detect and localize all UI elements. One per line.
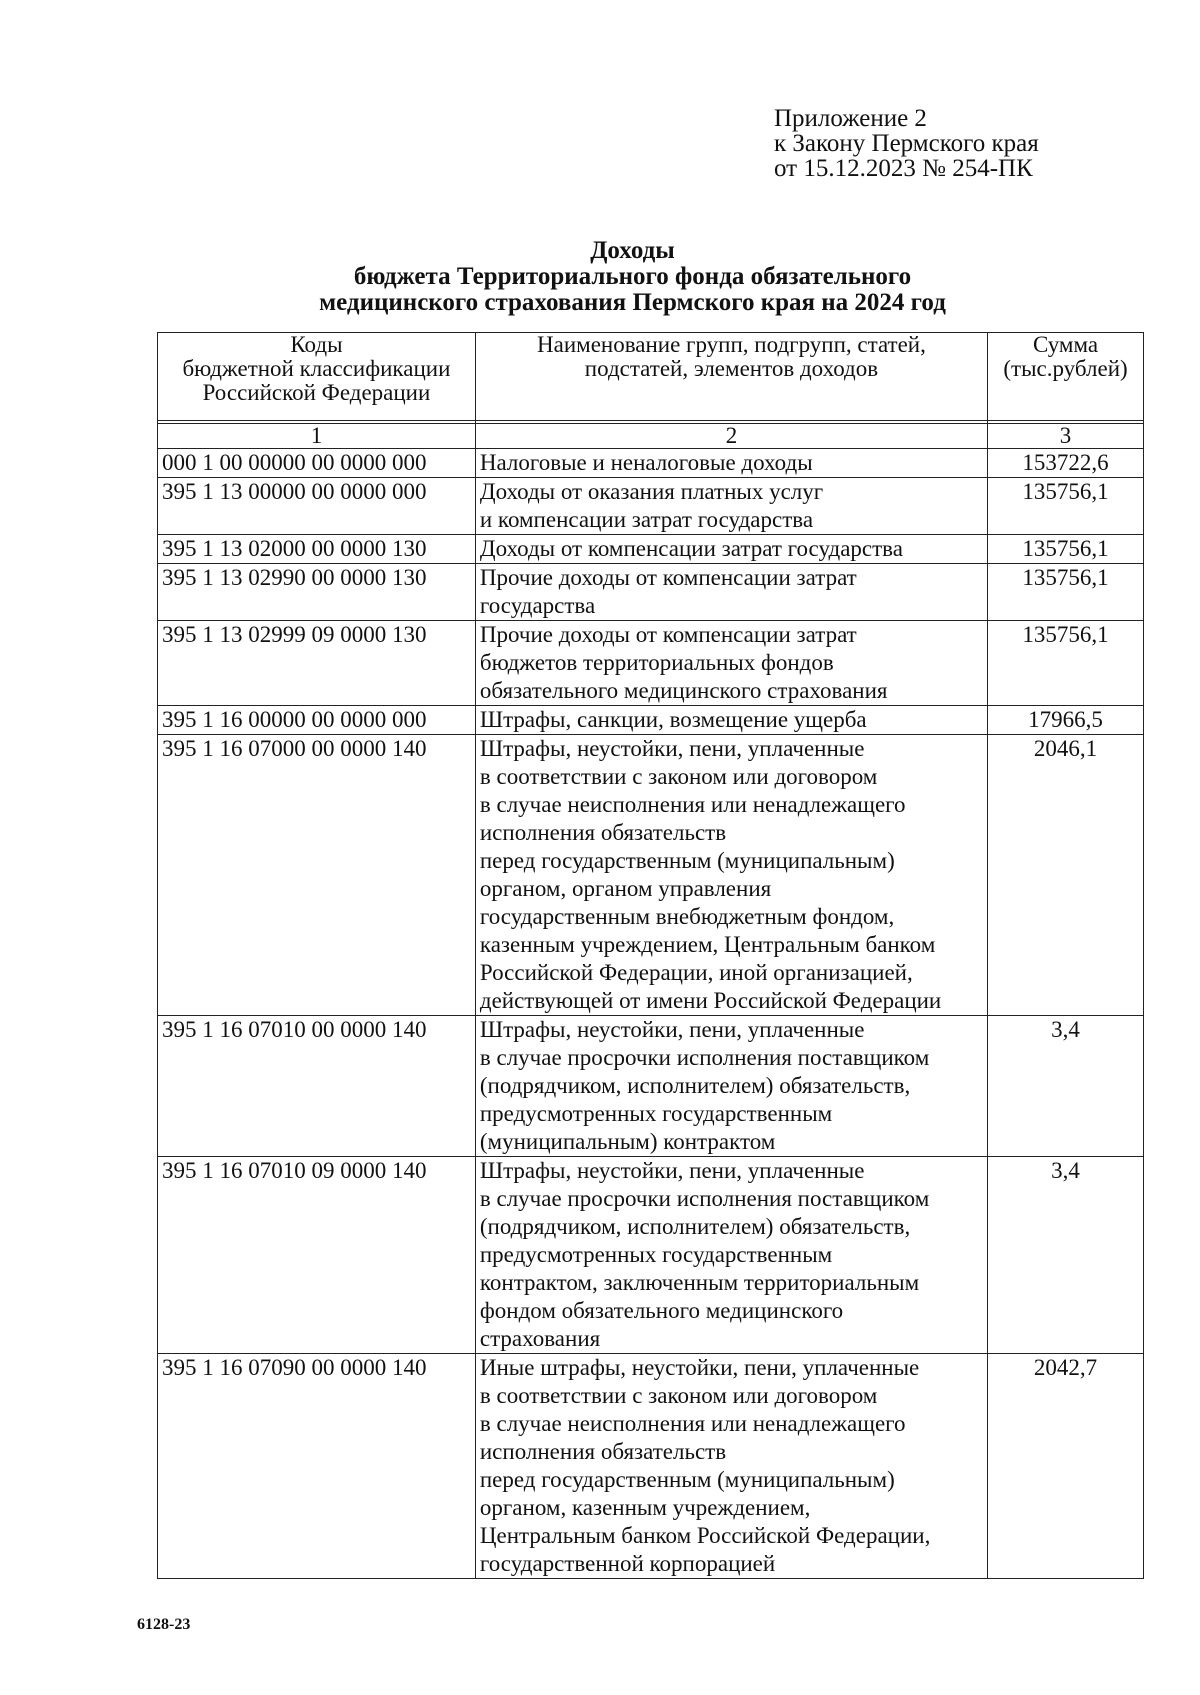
row-code: 395 1 13 02990 00 0000 130 (158, 564, 476, 621)
row-name: Прочие доходы от компенсации затрат государства (475, 564, 987, 621)
table-row (158, 1354, 1144, 1579)
document-number: 6128-23 (137, 1616, 191, 1633)
row-code: 395 1 13 02000 00 0000 130 (158, 535, 476, 564)
row-code: 395 1 16 07000 00 0000 140 (158, 735, 476, 1016)
table-row (158, 564, 1144, 621)
row-sum: 3,4 (988, 1016, 1144, 1157)
table-row (158, 621, 1144, 706)
row-code: 395 1 16 07090 00 0000 140 (158, 1354, 476, 1579)
row-code: 395 1 16 07010 09 0000 140 (158, 1157, 476, 1354)
row-name: Доходы от оказания платных услуг и компенсации затрат государства (475, 478, 987, 535)
row-name: Прочие доходы от компенсации затрат бюджетов территориальных фондов обязательного медицинского страхования (475, 621, 987, 706)
row-sum: 17966,5 (988, 706, 1144, 735)
appendix-line-2: к Закону Пермского края (774, 130, 1039, 157)
row-name: Штрафы, неустойки, пени, уплаченные в соответствии с законом или договором в случае неисполнения или ненадлежащего исполнения обязательств перед государственным (муниципальным) органом, органом управления государственным внебюджетным фондом, казенным учреждением, Центральным банком Российской Федерации, иной организацией, действующей от имени Российской Федерации (475, 735, 987, 1016)
column-number: 2 (475, 424, 987, 449)
row-name: Иные штрафы, неустойки, пени, уплаченные в соответствии с законом или договором в случае неисполнения или ненадлежащего исполнения обязательств перед государственным (муниципальным) органом, казенным учреждением, Центральным банком Российской Федерации, государственной корпорацией (475, 1354, 987, 1579)
table-row (158, 535, 1144, 564)
document-title (160, 238, 1105, 316)
table-row (158, 735, 1144, 1016)
table-row (158, 449, 1144, 478)
row-code: 395 1 16 07010 00 0000 140 (158, 1016, 476, 1157)
column-number: 3 (988, 424, 1144, 449)
row-code: 395 1 13 02999 09 0000 130 (158, 621, 476, 706)
row-sum: 135756,1 (988, 535, 1144, 564)
row-code: 395 1 16 00000 00 0000 000 (158, 706, 476, 735)
row-sum: 3,4 (988, 1157, 1144, 1354)
appendix-line-3: от 15.12.2023 № 254-ПК (774, 155, 1033, 182)
row-sum: 135756,1 (988, 621, 1144, 706)
appendix-reference (774, 106, 1039, 181)
title-line-2: бюджета Территориального фонда обязательного (353, 263, 912, 290)
row-name: Доходы от компенсации затрат государства (475, 535, 987, 564)
appendix-line-1: Приложение 2 (774, 105, 927, 132)
row-code: 395 1 13 00000 00 0000 000 (158, 478, 476, 535)
header-sum: Сумма (тыс.рублей) (988, 333, 1144, 421)
header-codes: Коды бюджетной классификации Российской Федерации (158, 333, 476, 421)
row-name: Штрафы, санкции, возмещение ущерба (475, 706, 987, 735)
row-name: Налоговые и неналоговые доходы (475, 449, 987, 478)
table-row (158, 1016, 1144, 1157)
row-sum: 135756,1 (988, 478, 1144, 535)
row-sum: 135756,1 (988, 564, 1144, 621)
row-name: Штрафы, неустойки, пени, уплаченные в случае просрочки исполнения поставщиком (подрядчиком, исполнителем) обязательств, предусмотренных государственным контрактом, заключенным территориальным фондом обязательного медицинского страхования (475, 1157, 987, 1354)
income-table (157, 332, 1144, 1579)
row-name: Штрафы, неустойки, пени, уплаченные в случае просрочки исполнения поставщиком (подрядчиком, исполнителем) обязательств, предусмотренных государственным (муниципальным) контрактом (475, 1016, 987, 1157)
row-sum: 2046,1 (988, 735, 1144, 1016)
title-line-1: Доходы (590, 237, 675, 264)
title-line-3: медицинского страхования Пермского края на 2024 год (319, 289, 946, 316)
column-number-row (158, 424, 1144, 449)
row-code: 000 1 00 00000 00 0000 000 (158, 449, 476, 478)
row-sum: 153722,6 (988, 449, 1144, 478)
header-name: Наименование групп, подгрупп, статей, подстатей, элементов доходов (475, 333, 987, 421)
row-sum: 2042,7 (988, 1354, 1144, 1579)
table-row (158, 706, 1144, 735)
table-row (158, 1157, 1144, 1354)
table-row (158, 478, 1144, 535)
table-header-row (158, 333, 1144, 421)
column-number: 1 (158, 424, 476, 449)
